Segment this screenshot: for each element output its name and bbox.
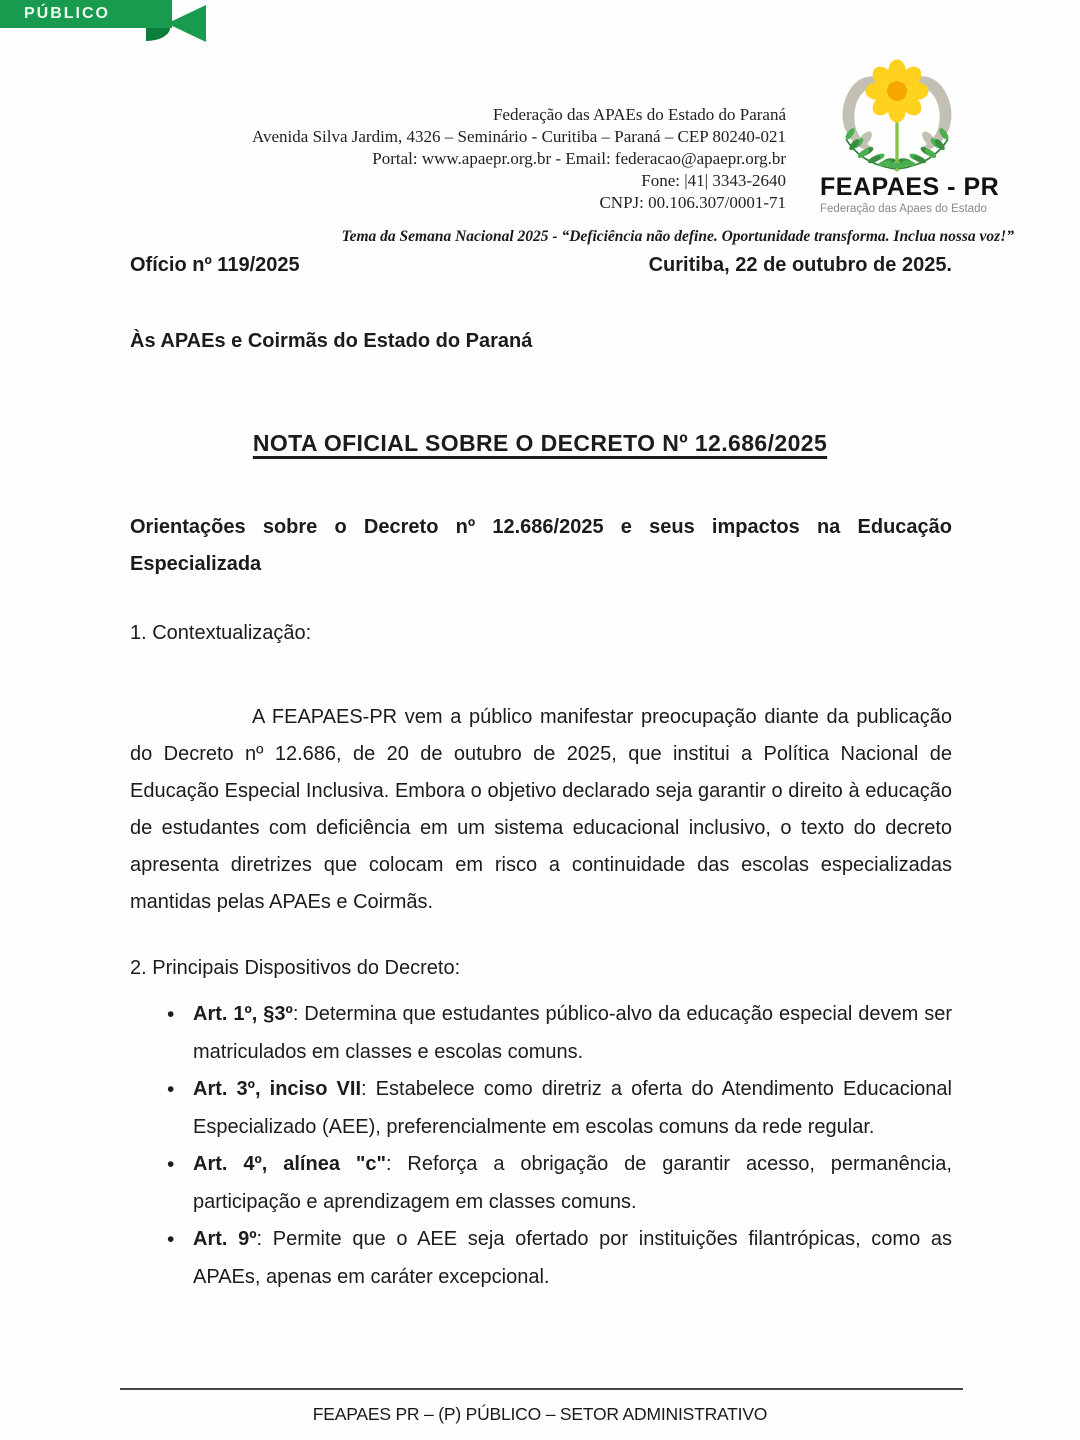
theme-line: Tema da Semana Nacional 2025 - “Deficiência não define. Oportunidade transforma. Inclua nossa voz!”	[341, 228, 1014, 245]
section-1-heading: 1. Contextualização:	[130, 622, 312, 644]
document-subtitle: Orientações sobre o Decreto nº 12.686/2025 e seus impactos na Educação Especializada	[130, 516, 952, 575]
date-line: Curitiba, 22 de outubro de 2025.	[648, 254, 952, 276]
bullet-art-9	[165, 1221, 952, 1296]
bullet-art-4-lead: Art. 4º, alínea "c"	[193, 1153, 386, 1175]
section-1-paragraph: A FEAPAES-PR vem a público manifestar preocupação diante da publicação do Decreto nº 12.686, de 20 de outubro de 2025, que institui a Política Nacional de Educação Especial Inclusiva. Embora o objetivo declarado seja garantir o direito à educação de estudantes com deficiência em um sistema educacional inclusivo, o texto do decreto apresenta diretrizes que colocam em risco a continuidade das escolas especializadas mantidas pelas APAEs e Coirmãs.	[130, 706, 952, 913]
letterhead-address: Avenida Silva Jardim, 4326 – Seminário - Curitiba – Paraná – CEP 80240-021	[251, 127, 786, 146]
publico-ribbon-bar	[0, 0, 172, 28]
publico-ribbon-fold	[146, 28, 170, 41]
office-number: Ofício nº 119/2025	[130, 254, 300, 276]
logo-subtitle: Federação das Apaes do Estado	[820, 203, 987, 215]
bullet-art-4-text: : Reforça a obrigação de garantir acesso, permanência, participação e aprendizagem em classes comuns.	[193, 1153, 952, 1213]
logo-title: FEAPAES - PR	[820, 173, 1000, 201]
bullet-art-3-lead: Art. 3º, inciso VII	[193, 1078, 362, 1100]
letterhead-cnpj: CNPJ: 00.106.307/0001-71	[599, 193, 786, 212]
bullet-art-1-text: : Determina que estudantes público-alvo da educação especial devem ser matriculados em classes e escolas comuns.	[193, 1003, 952, 1063]
bullet-art-1	[165, 996, 952, 1071]
letterhead-portal-email: Portal: www.apaepr.org.br - Email: federacao@apaepr.org.br	[372, 149, 786, 168]
footer-divider	[120, 1388, 963, 1390]
decree-bullet-list	[165, 996, 952, 1296]
bullet-art-3-text: : Estabelece como diretriz a oferta do Atendimento Educacional Especializado (AEE), preferencialmente em escolas comuns da rede regular.	[193, 1078, 952, 1138]
feapaes-logo-icon	[830, 56, 964, 177]
document-title: NOTA OFICIAL SOBRE O DECRETO Nº 12.686/2025	[252, 430, 828, 456]
letterhead-phone: Fone: |41| 3343-2640	[641, 171, 786, 190]
feapaes-logo	[812, 56, 1012, 215]
publico-ribbon-label: PÚBLICO	[24, 5, 110, 22]
bullet-art-3	[165, 1071, 952, 1146]
bullet-art-9-lead: Art. 9º	[193, 1228, 257, 1250]
section-2-heading: 2. Principais Dispositivos do Decreto:	[130, 957, 461, 979]
letterhead	[0, 104, 786, 214]
bullet-art-4	[165, 1146, 952, 1221]
letterhead-org-name: Federação das APAEs do Estado do Paraná	[492, 105, 786, 124]
publico-ribbon-tail-icon	[167, 5, 206, 42]
bullet-art-1-lead: Art. 1º, §3º	[193, 1003, 293, 1025]
footer-text: FEAPAES PR – (P) PÚBLICO – SETOR ADMINISTRATIVO	[312, 1404, 768, 1424]
bullet-art-9-text: : Permite que o AEE seja ofertado por instituições filantrópicas, como as APAEs, apenas em caráter excepcional.	[193, 1228, 952, 1288]
office-date-row	[130, 254, 952, 277]
addressee: Às APAEs e Coirmãs do Estado do Paraná	[130, 330, 533, 352]
